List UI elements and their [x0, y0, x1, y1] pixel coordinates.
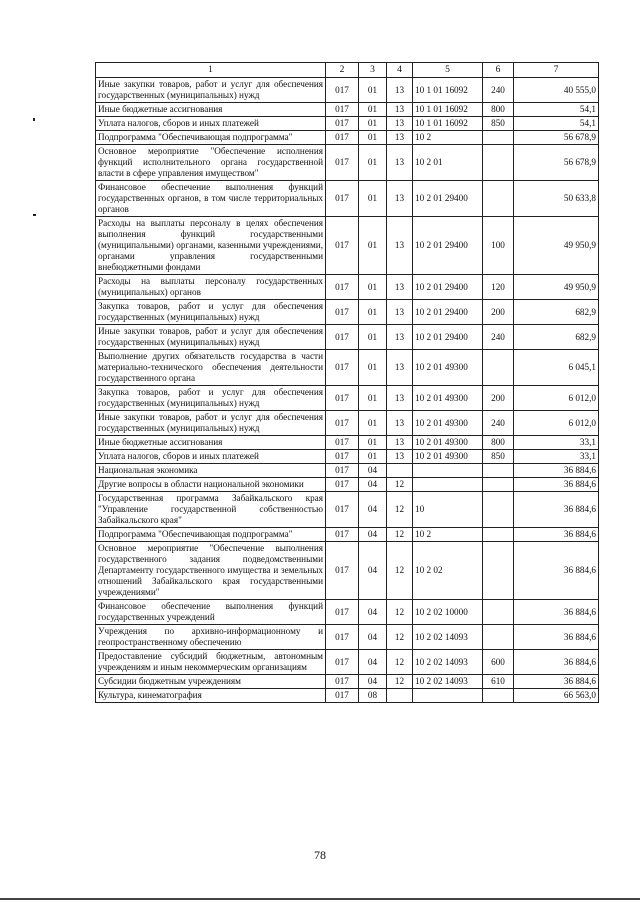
- row-amount: 36 884,6: [514, 600, 599, 625]
- row-target-code: [413, 689, 483, 703]
- row-section: 01: [359, 386, 387, 411]
- row-name: Другие вопросы в области национальной экономики: [96, 478, 326, 492]
- row-section: 01: [359, 131, 387, 145]
- table-row: [96, 350, 599, 386]
- row-section: 01: [359, 78, 387, 103]
- row-expense-type: 800: [483, 103, 514, 117]
- row-grbs: 017: [326, 78, 359, 103]
- row-subsection: 13: [387, 386, 413, 411]
- row-amount: 33,1: [514, 450, 599, 464]
- row-expense-type: 610: [483, 675, 514, 689]
- row-grbs: 017: [326, 689, 359, 703]
- row-grbs: 017: [326, 275, 359, 300]
- row-amount: 33,1: [514, 436, 599, 450]
- row-target-code: 10 1 01 16092: [413, 103, 483, 117]
- page-number: 78: [314, 848, 326, 862]
- row-grbs: 017: [326, 625, 359, 650]
- row-grbs: 017: [326, 650, 359, 675]
- row-grbs: 017: [326, 131, 359, 145]
- row-section: 01: [359, 275, 387, 300]
- row-target-code: 10 2 01 29400: [413, 181, 483, 217]
- row-amount: 36 884,6: [514, 625, 599, 650]
- row-section: 04: [359, 528, 387, 542]
- row-name: Финансовое обеспечение выполнения функций государственных органов, в том числе территориальных органов: [96, 181, 326, 217]
- row-section: 04: [359, 478, 387, 492]
- table-row: [96, 689, 599, 703]
- row-grbs: 017: [326, 411, 359, 436]
- row-expense-type: [483, 131, 514, 145]
- row-grbs: 017: [326, 450, 359, 464]
- row-amount: 682,9: [514, 325, 599, 350]
- row-amount: 50 633,8: [514, 181, 599, 217]
- scan-mark: [33, 118, 35, 121]
- row-target-code: 10 2: [413, 131, 483, 145]
- row-section: 01: [359, 325, 387, 350]
- budget-table: [95, 62, 599, 703]
- row-grbs: 017: [326, 528, 359, 542]
- row-subsection: 13: [387, 450, 413, 464]
- row-target-code: 10 1 01 16092: [413, 78, 483, 103]
- row-target-code: 10 2 01 49300: [413, 350, 483, 386]
- row-name: Уплата налогов, сборов и иных платежей: [96, 117, 326, 131]
- row-name: Подпрограмма "Обеспечивающая подпрограмма": [96, 528, 326, 542]
- row-target-code: 10 2: [413, 528, 483, 542]
- row-section: 04: [359, 625, 387, 650]
- row-subsection: 13: [387, 325, 413, 350]
- row-subsection: 12: [387, 650, 413, 675]
- row-subsection: 13: [387, 78, 413, 103]
- row-name: Иные закупки товаров, работ и услуг для обеспечения государственных (муниципальных) нужд: [96, 411, 326, 436]
- row-subsection: 13: [387, 350, 413, 386]
- row-subsection: 13: [387, 131, 413, 145]
- table-row: [96, 386, 599, 411]
- row-target-code: 10 2 01 49300: [413, 450, 483, 464]
- row-name: Учреждения по архивно-информационному и геопространственному обеспечению: [96, 625, 326, 650]
- row-amount: 682,9: [514, 300, 599, 325]
- table-row: [96, 275, 599, 300]
- table-row: [96, 145, 599, 181]
- row-amount: 36 884,6: [514, 675, 599, 689]
- row-section: 01: [359, 217, 387, 275]
- row-name: Уплата налогов, сборов и иных платежей: [96, 450, 326, 464]
- row-expense-type: 120: [483, 275, 514, 300]
- row-target-code: 10 2 02 14093: [413, 675, 483, 689]
- row-amount: 49 950,9: [514, 275, 599, 300]
- table-row: [96, 181, 599, 217]
- row-grbs: 017: [326, 117, 359, 131]
- row-expense-type: [483, 492, 514, 528]
- row-subsection: 12: [387, 675, 413, 689]
- row-name: Государственная программа Забайкальского края "Управление государственной собственностью Забайкальского края": [96, 492, 326, 528]
- row-name: Основное мероприятие "Обеспечение исполнения функций исполнительного органа государственной власти в сфере управления имуществом": [96, 145, 326, 181]
- row-subsection: 13: [387, 145, 413, 181]
- table-row: [96, 528, 599, 542]
- row-section: 01: [359, 300, 387, 325]
- row-subsection: 12: [387, 625, 413, 650]
- table-row: [96, 675, 599, 689]
- header-cell: 1: [96, 63, 326, 78]
- row-expense-type: 800: [483, 436, 514, 450]
- table-row: [96, 464, 599, 478]
- row-section: 01: [359, 145, 387, 181]
- table-row: [96, 625, 599, 650]
- row-section: 04: [359, 492, 387, 528]
- row-name: Финансовое обеспечение выполнения функций государственных учреждений: [96, 600, 326, 625]
- row-grbs: 017: [326, 145, 359, 181]
- row-expense-type: [483, 478, 514, 492]
- table-row: [96, 411, 599, 436]
- row-target-code: 10 2 01 49300: [413, 386, 483, 411]
- table-row: [96, 131, 599, 145]
- row-grbs: 017: [326, 478, 359, 492]
- row-name: Закупка товаров, работ и услуг для обеспечения государственных (муниципальных) нужд: [96, 300, 326, 325]
- row-section: 01: [359, 181, 387, 217]
- row-subsection: 13: [387, 275, 413, 300]
- row-expense-type: 240: [483, 78, 514, 103]
- row-name: Иные закупки товаров, работ и услуг для обеспечения государственных (муниципальных) нужд: [96, 325, 326, 350]
- row-amount: 54,1: [514, 117, 599, 131]
- row-name: Закупка товаров, работ и услуг для обеспечения государственных (муниципальных) нужд: [96, 386, 326, 411]
- row-expense-type: [483, 464, 514, 478]
- row-section: 01: [359, 350, 387, 386]
- row-section: 08: [359, 689, 387, 703]
- row-section: 01: [359, 117, 387, 131]
- header-cell: 2: [326, 63, 359, 78]
- row-grbs: 017: [326, 492, 359, 528]
- table-row: [96, 542, 599, 600]
- row-target-code: [413, 478, 483, 492]
- row-section: 04: [359, 675, 387, 689]
- row-name: Национальная экономика: [96, 464, 326, 478]
- row-subsection: 13: [387, 181, 413, 217]
- row-amount: 56 678,9: [514, 131, 599, 145]
- row-grbs: 017: [326, 300, 359, 325]
- row-subsection: 13: [387, 217, 413, 275]
- row-section: 01: [359, 411, 387, 436]
- row-section: 01: [359, 450, 387, 464]
- table-row: [96, 650, 599, 675]
- row-subsection: 12: [387, 492, 413, 528]
- row-name: Подпрограмма "Обеспечивающая подпрограмма": [96, 131, 326, 145]
- row-target-code: 10: [413, 492, 483, 528]
- table-row: [96, 450, 599, 464]
- row-subsection: 12: [387, 478, 413, 492]
- row-section: 04: [359, 464, 387, 478]
- row-target-code: 10 2 01 29400: [413, 275, 483, 300]
- row-name: Культура, кинематография: [96, 689, 326, 703]
- row-expense-type: 200: [483, 300, 514, 325]
- row-amount: 36 884,6: [514, 478, 599, 492]
- row-grbs: 017: [326, 325, 359, 350]
- row-amount: 6 045,1: [514, 350, 599, 386]
- row-subsection: [387, 464, 413, 478]
- row-amount: 40 555,0: [514, 78, 599, 103]
- row-expense-type: [483, 350, 514, 386]
- row-target-code: 10 2 02 10000: [413, 600, 483, 625]
- row-grbs: 017: [326, 675, 359, 689]
- row-target-code: 10 2 01 29400: [413, 300, 483, 325]
- row-expense-type: 240: [483, 411, 514, 436]
- row-name: Расходы на выплаты персоналу государственных (муниципальных) органов: [96, 275, 326, 300]
- header-cell: 4: [387, 63, 413, 78]
- row-name: Выполнение других обязательств государства в части материально-технического обеспечения деятельности государственного органа: [96, 350, 326, 386]
- row-section: 04: [359, 650, 387, 675]
- scan-mark: [33, 214, 36, 216]
- table-row: [96, 436, 599, 450]
- row-grbs: 017: [326, 217, 359, 275]
- table-header-row: [96, 63, 599, 78]
- row-grbs: 017: [326, 436, 359, 450]
- row-grbs: 017: [326, 181, 359, 217]
- header-cell: 6: [483, 63, 514, 78]
- row-subsection: [387, 689, 413, 703]
- row-grbs: 017: [326, 542, 359, 600]
- row-expense-type: [483, 542, 514, 600]
- row-name: Иные бюджетные ассигнования: [96, 436, 326, 450]
- row-target-code: 10 2 02 14093: [413, 625, 483, 650]
- row-target-code: 10 2 01 29400: [413, 325, 483, 350]
- row-amount: 6 012,0: [514, 411, 599, 436]
- table-row: [96, 117, 599, 131]
- header-cell: 7: [514, 63, 599, 78]
- row-grbs: 017: [326, 464, 359, 478]
- row-target-code: 10 2 02: [413, 542, 483, 600]
- row-expense-type: 100: [483, 217, 514, 275]
- row-expense-type: [483, 181, 514, 217]
- row-target-code: 10 2 01 49300: [413, 411, 483, 436]
- row-name: Иные бюджетные ассигнования: [96, 103, 326, 117]
- row-name: Предоставление субсидий бюджетным, автономным учреждениям и иным некоммерческим организациям: [96, 650, 326, 675]
- row-amount: 49 950,9: [514, 217, 599, 275]
- row-name: Основное мероприятие "Обеспечение выполнения государственного задания подведомственными Департаменту государственного имущества и земельных отношений Забайкальского края государственными учреждениями": [96, 542, 326, 600]
- row-expense-type: 600: [483, 650, 514, 675]
- table-row: [96, 325, 599, 350]
- row-subsection: 13: [387, 300, 413, 325]
- table-row: [96, 478, 599, 492]
- row-expense-type: 240: [483, 325, 514, 350]
- table-row: [96, 492, 599, 528]
- row-expense-type: 850: [483, 117, 514, 131]
- row-amount: 36 884,6: [514, 650, 599, 675]
- row-expense-type: [483, 145, 514, 181]
- row-section: 01: [359, 103, 387, 117]
- row-target-code: [413, 464, 483, 478]
- table-row: [96, 217, 599, 275]
- row-expense-type: 200: [483, 386, 514, 411]
- row-grbs: 017: [326, 103, 359, 117]
- row-expense-type: 850: [483, 450, 514, 464]
- row-amount: 6 012,0: [514, 386, 599, 411]
- row-amount: 36 884,6: [514, 542, 599, 600]
- row-subsection: 13: [387, 117, 413, 131]
- row-target-code: 10 2 01 29400: [413, 217, 483, 275]
- row-section: 04: [359, 542, 387, 600]
- row-expense-type: [483, 600, 514, 625]
- table-row: [96, 78, 599, 103]
- row-target-code: 10 2 01 49300: [413, 436, 483, 450]
- table-row: [96, 300, 599, 325]
- row-name: Расходы на выплаты персоналу в целях обеспечения выполнения функций государственными (муниципальными) органами, казенными учреждениями, органами управления государственными внебюджетными фондами: [96, 217, 326, 275]
- header-cell: 5: [413, 63, 483, 78]
- row-section: 01: [359, 436, 387, 450]
- table-row: [96, 600, 599, 625]
- row-grbs: 017: [326, 600, 359, 625]
- row-amount: 66 563,0: [514, 689, 599, 703]
- row-expense-type: [483, 528, 514, 542]
- row-section: 04: [359, 600, 387, 625]
- table-row: [96, 103, 599, 117]
- table-body: [96, 63, 599, 703]
- row-name: Субсидии бюджетным учреждениям: [96, 675, 326, 689]
- row-subsection: 13: [387, 103, 413, 117]
- row-expense-type: [483, 625, 514, 650]
- row-amount: 36 884,6: [514, 492, 599, 528]
- row-amount: 56 678,9: [514, 145, 599, 181]
- row-target-code: 10 2 01: [413, 145, 483, 181]
- row-target-code: 10 1 01 16092: [413, 117, 483, 131]
- scan-bottom-edge: [0, 898, 640, 900]
- row-amount: 36 884,6: [514, 528, 599, 542]
- row-subsection: 13: [387, 411, 413, 436]
- row-grbs: 017: [326, 386, 359, 411]
- row-subsection: 12: [387, 542, 413, 600]
- row-subsection: 12: [387, 528, 413, 542]
- row-expense-type: [483, 689, 514, 703]
- row-amount: 54,1: [514, 103, 599, 117]
- header-cell: 3: [359, 63, 387, 78]
- row-amount: 36 884,6: [514, 464, 599, 478]
- row-subsection: 13: [387, 436, 413, 450]
- row-subsection: 12: [387, 600, 413, 625]
- row-target-code: 10 2 02 14093: [413, 650, 483, 675]
- row-grbs: 017: [326, 350, 359, 386]
- row-name: Иные закупки товаров, работ и услуг для обеспечения государственных (муниципальных) нужд: [96, 78, 326, 103]
